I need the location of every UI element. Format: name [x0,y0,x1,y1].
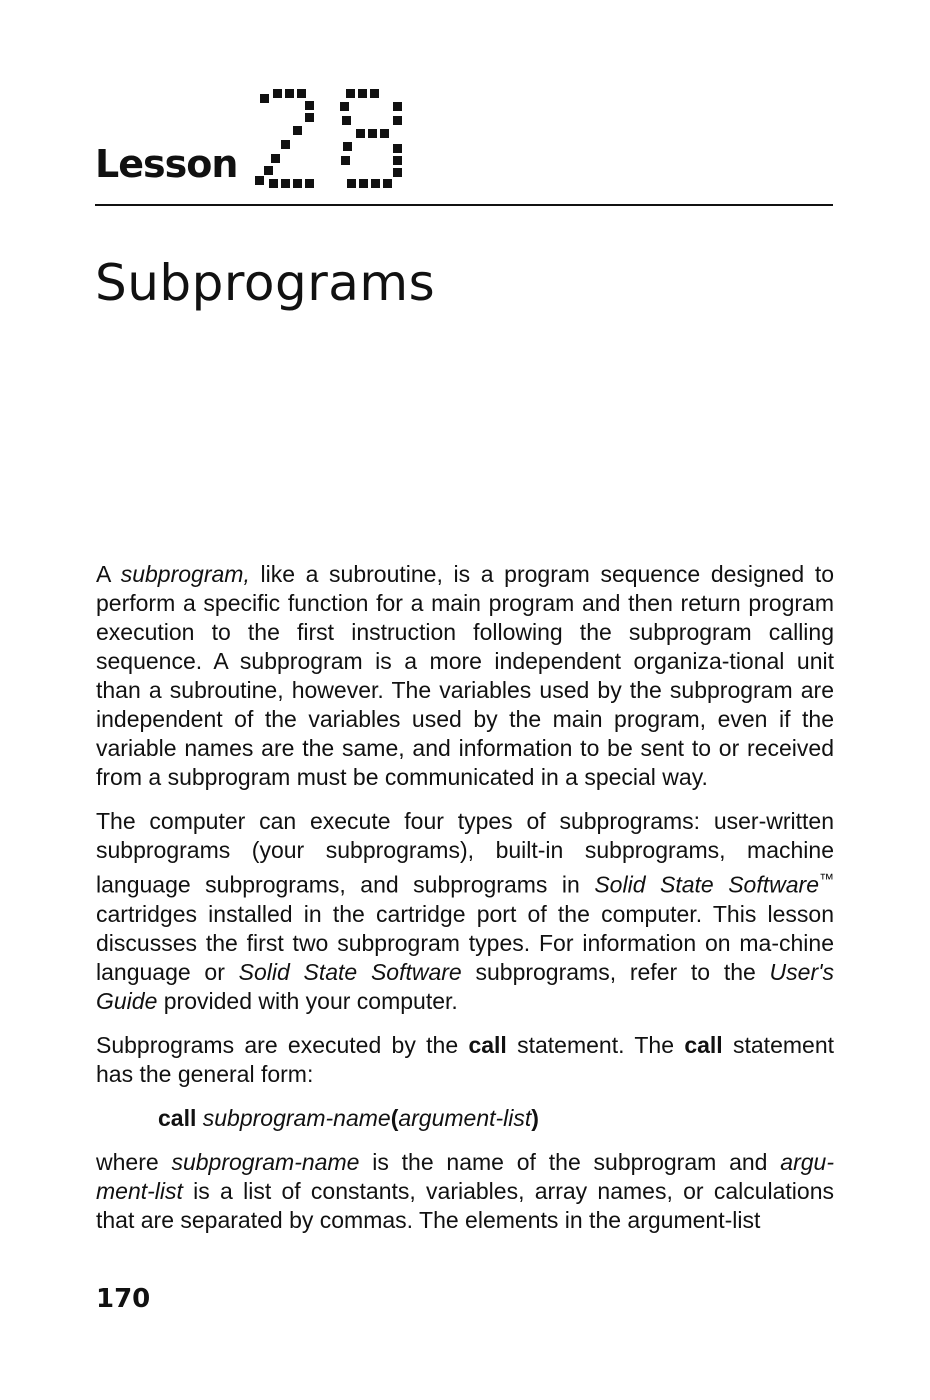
body-text [96,560,834,1250]
dot-matrix-digits-graphic [252,86,412,196]
text-run: like a subroutine, is a program sequence designed to perform a specific function for a main program and then return program execution to the first instruction following the subprogram calling sequence. A subprogram is a more independent organiza-tional unit than a subroutine, however. The variables used by the subprogram are independent of the variables used by the main program, even if the variable names are the same, and information to be sent to or received from a subprogram must be communicated in a special way. [96,561,834,790]
text-run: subprograms, refer to the [461,958,770,985]
paragraph-4 [96,1148,834,1235]
text-run: Subprograms are executed by the [96,1031,469,1058]
lesson-label: Lesson [95,142,238,186]
term-users-guide: User's Guide [96,958,834,1014]
keyword-call: call [158,1104,197,1131]
paren-close: ) [531,1104,539,1131]
text-run: provided with your computer. [157,987,458,1014]
text-run: statement. The [506,1031,685,1058]
term-solid-state-software: Solid State Software [594,871,819,898]
digit-two-dots [255,89,314,188]
text-run: statement has the general form: [96,1031,835,1087]
term-subprogram: subprogram, [120,561,250,587]
chapter-title: Subprograms [95,253,436,312]
digit-eight-dots [340,89,402,188]
general-form-statement [158,1104,834,1133]
paren-open: ( [390,1104,399,1131]
text-run: The computer can execute four types of subprograms: user-written subprograms (your subprograms), built-in subprograms, machine language subprograms, and subprograms in [96,808,834,898]
keyword-call: call [684,1031,723,1058]
lesson-number-dot-matrix [252,86,412,196]
text-run: A [96,561,121,587]
term-argument-list: argu-ment-list [96,1148,834,1204]
term-subprogram-name: subprogram-name [171,1148,360,1175]
paragraph-2 [96,807,834,1016]
header-rule [95,204,833,206]
text-run: is the name of the subprogram and [359,1148,781,1175]
term-solid-state-software: Solid State Software [238,958,462,985]
term-subprogram-name: subprogram-name [202,1104,391,1131]
paragraph-1 [96,560,834,792]
text-run: is a list of constants, variables, array names, or calculations that are separated by commas. The elements in the argument-list [96,1177,834,1233]
paragraph-3 [96,1031,834,1089]
trademark-mark: ™ [818,871,834,888]
page-number: 170 [96,1284,151,1314]
text-run: cartridges installed in the cartridge port of the computer. This lesson discusses the first two subprogram types. For information on ma-chine language or [96,900,834,985]
term-argument-list: argument-list [398,1104,532,1131]
text-run: where [96,1148,172,1175]
keyword-call: call [468,1031,507,1058]
